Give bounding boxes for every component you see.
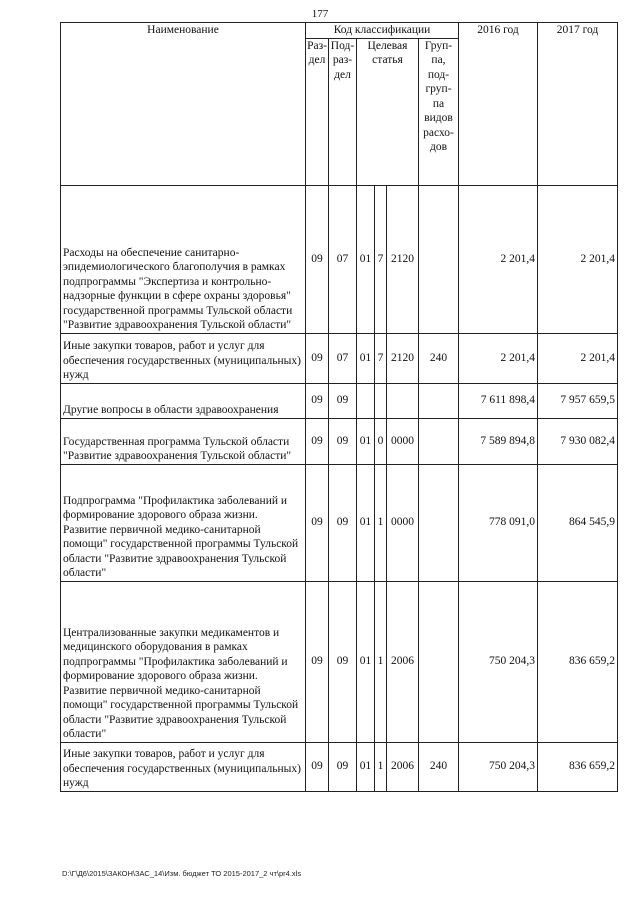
row-target-subprogram: 1 [375, 581, 387, 742]
table-row [61, 383, 618, 418]
row-value-2016: 2 201,4 [459, 185, 538, 333]
row-section: 09 [306, 333, 329, 383]
row-target-subprogram: 7 [375, 185, 387, 333]
header-row-1 [61, 23, 618, 39]
row-value-2017: 836 659,2 [538, 581, 618, 742]
header-target-article: Целевая статья [357, 38, 419, 185]
row-target-subprogram: 1 [375, 742, 387, 791]
row-name: Подпрограмма "Профилактика заболеваний и формирование здорового образа жизни. Развитие первичной медико-санитарной помощи" государственной программы Тульской области "Развитие здравоохранения Тульской области" [61, 464, 306, 581]
header-section: Раз- дел [306, 38, 329, 185]
row-expense-type: 240 [419, 742, 459, 791]
row-value-2017: 2 201,4 [538, 185, 618, 333]
row-target-direction: 2006 [387, 742, 419, 791]
row-subsection: 09 [329, 418, 357, 464]
row-value-2017: 2 201,4 [538, 333, 618, 383]
row-target-subprogram [375, 383, 387, 418]
row-target-subprogram: 0 [375, 418, 387, 464]
footer-file-path: D:\Г\Д6\2015\ЗАКОН\ЗАС_14\Изм. бюджет ТО 2015-2017_2 чт\pr4.xls [62, 869, 302, 878]
row-section: 09 [306, 742, 329, 791]
row-target-subprogram: 1 [375, 464, 387, 581]
table-row [61, 464, 618, 581]
row-expense-type [419, 464, 459, 581]
row-target-direction [387, 383, 419, 418]
row-subsection: 09 [329, 464, 357, 581]
row-target-program: 01 [357, 464, 375, 581]
header-name: Наименование [61, 23, 306, 186]
row-target-direction: 0000 [387, 418, 419, 464]
row-name: Государственная программа Тульской области "Развитие здравоохранения Тульской области" [61, 418, 306, 464]
row-name: Иные закупки товаров, работ и услуг для обеспечения государственных (муниципальных) нужд [61, 742, 306, 791]
row-value-2017: 7 957 659,5 [538, 383, 618, 418]
row-target-program: 01 [357, 418, 375, 464]
row-subsection: 09 [329, 383, 357, 418]
header-code-group: Код классификации [306, 23, 459, 39]
row-value-2016: 2 201,4 [459, 333, 538, 383]
row-target-direction: 2120 [387, 333, 419, 383]
row-subsection: 09 [329, 581, 357, 742]
row-target-program: 01 [357, 581, 375, 742]
table-row [61, 333, 618, 383]
row-expense-type [419, 185, 459, 333]
budget-table [60, 22, 618, 792]
row-subsection: 07 [329, 185, 357, 333]
row-value-2016: 7 611 898,4 [459, 383, 538, 418]
row-value-2016: 750 204,3 [459, 581, 538, 742]
row-name: Централизованные закупки медикаментов и медицинского оборудования в рамках подпрограммы "Профилактика заболеваний и формирование здорового образа жизни. Развитие первичной медико-санитарной помощи" государственной программы Тульской области "Развитие здравоохранения Тульской области" [61, 581, 306, 742]
row-expense-type: 240 [419, 333, 459, 383]
page-number: 177 [311, 8, 329, 20]
row-value-2016: 7 589 894,8 [459, 418, 538, 464]
header-subsection: Под- раз- дел [329, 38, 357, 185]
table-row [61, 581, 618, 742]
row-section: 09 [306, 581, 329, 742]
row-value-2017: 864 545,9 [538, 464, 618, 581]
table-row [61, 185, 618, 333]
row-value-2016: 750 204,3 [459, 742, 538, 791]
row-target-program: 01 [357, 333, 375, 383]
row-subsection: 09 [329, 742, 357, 791]
row-value-2017: 7 930 082,4 [538, 418, 618, 464]
header-expense-group: Груп- па, под- груп- па видов расхо- дов [419, 38, 459, 185]
table-row [61, 418, 618, 464]
row-value-2017: 836 659,2 [538, 742, 618, 791]
row-target-program [357, 383, 375, 418]
table-row [61, 742, 618, 791]
row-name: Иные закупки товаров, работ и услуг для обеспечения государственных (муниципальных) нужд [61, 333, 306, 383]
row-section: 09 [306, 464, 329, 581]
row-value-2016: 778 091,0 [459, 464, 538, 581]
row-target-program: 01 [357, 742, 375, 791]
row-expense-type [419, 581, 459, 742]
header-year-2016: 2016 год [459, 23, 538, 186]
row-expense-type [419, 383, 459, 418]
row-target-program: 01 [357, 185, 375, 333]
row-target-subprogram: 7 [375, 333, 387, 383]
row-section: 09 [306, 185, 329, 333]
row-subsection: 07 [329, 333, 357, 383]
row-name: Другие вопросы в области здравоохранения [61, 383, 306, 418]
row-section: 09 [306, 418, 329, 464]
row-name: Расходы на обеспечение санитарно-эпидемиологического благополучия в рамках подпрограммы "Экспертиза и контрольно-надзорные функции в сфере охраны здоровья" государственной программы Тульской области "Развитие здравоохранения Тульской области" [61, 185, 306, 333]
row-target-direction: 2006 [387, 581, 419, 742]
row-target-direction: 0000 [387, 464, 419, 581]
row-expense-type [419, 418, 459, 464]
row-section: 09 [306, 383, 329, 418]
header-year-2017: 2017 год [538, 23, 618, 186]
row-target-direction: 2120 [387, 185, 419, 333]
